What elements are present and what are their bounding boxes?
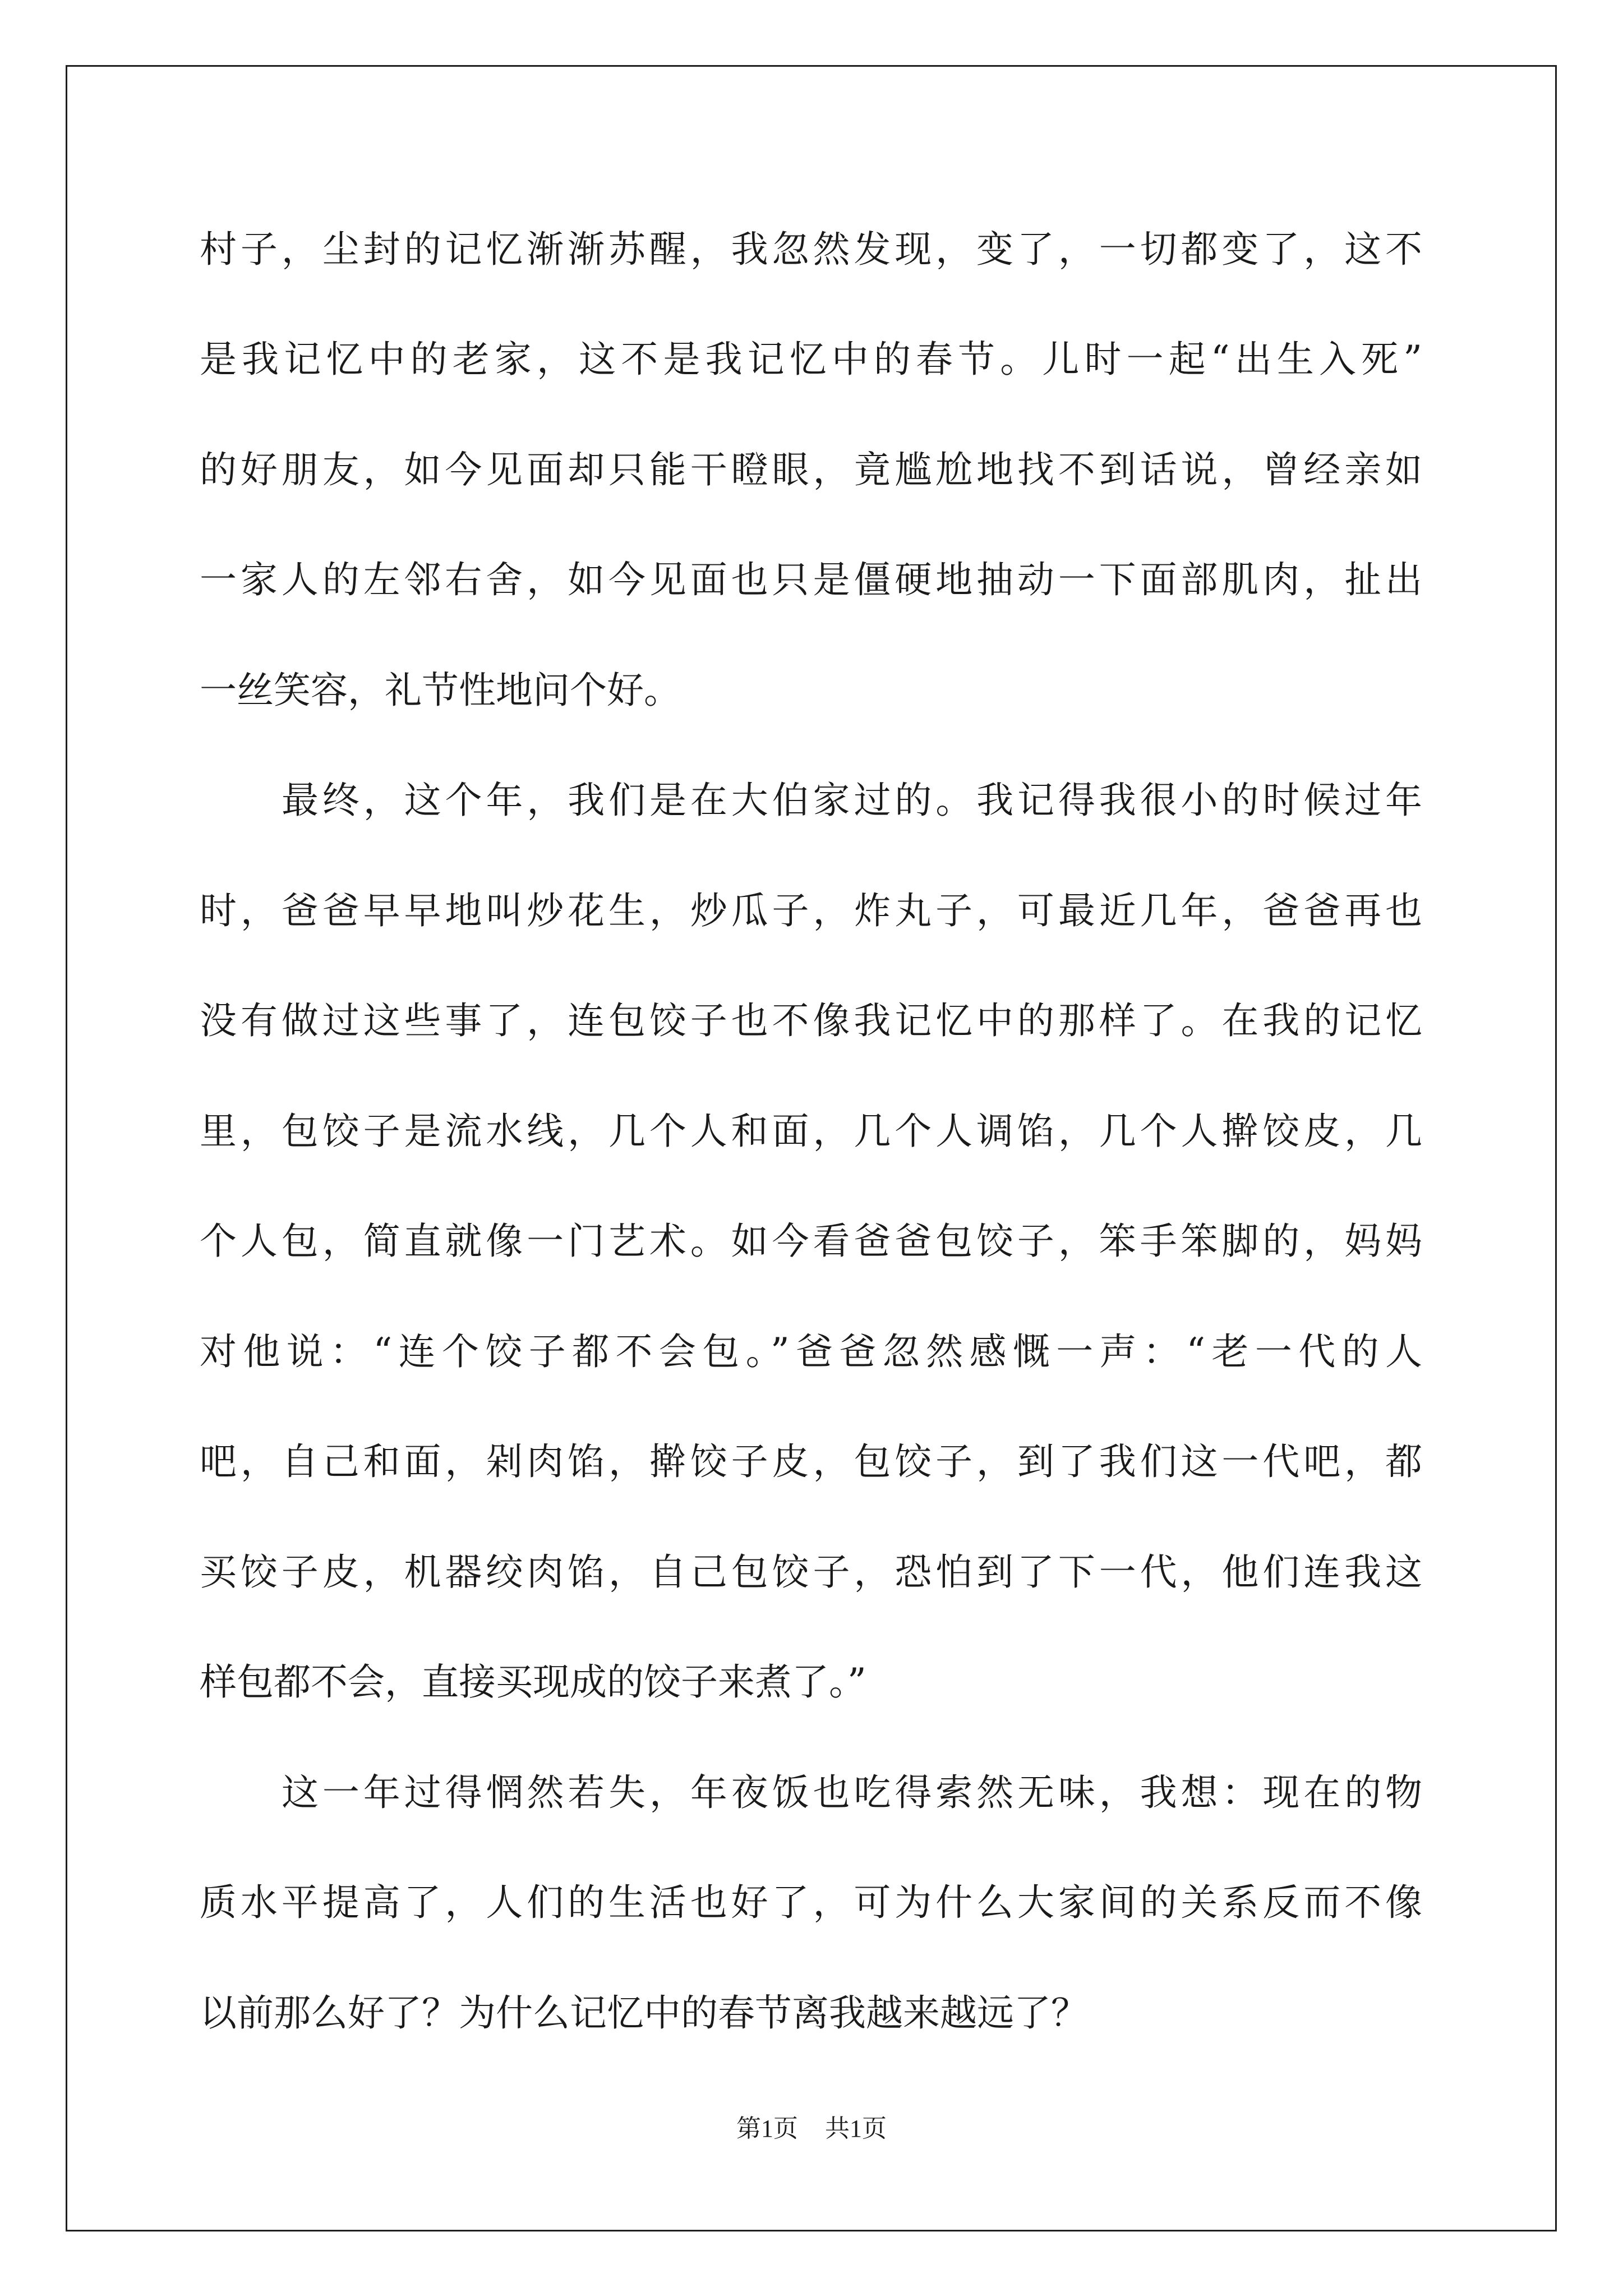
paragraph-3-line-1: 这一年过得惘然若失，年夜饭也吃得索然无味，我想：现在的物	[282, 1771, 1422, 1814]
paragraph-3-line-2: 质水平提高了，人们的生活也好了，可为什么大家间的关系反而不像	[200, 1881, 1422, 1924]
paragraph-2-line-2: 时，爸爸早早地叫炒花生，炒瓜子，炸丸子，可最近几年，爸爸再也	[200, 889, 1422, 932]
paragraph-1-line-2: 是我记忆中的老家，这不是我记忆中的春节。儿时一起“出生入死”	[200, 338, 1422, 381]
paragraph-2-line-3: 没有做过这些事了，连包饺子也不像我记忆中的那样了。在我的记忆	[200, 999, 1422, 1042]
paragraph-1-line-4: 一家人的左邻右舍，如今见面也只是僵硬地抽动一下面部肌肉，扯出	[200, 558, 1422, 601]
paragraph-2-line-8: 买饺子皮，机器绞肉馅，自己包饺子，恐怕到了下一代，他们连我这	[200, 1550, 1422, 1594]
paragraph-2-line-6: 对他说：“连个饺子都不会包。”爸爸忽然感慨一声：“老一代的人	[200, 1330, 1422, 1373]
paragraph-1-line-1: 村子，尘封的记忆渐渐苏醒，我忽然发现，变了，一切都变了，这不	[200, 228, 1422, 271]
paragraph-2-line-7: 吧，自己和面，剁肉馅，擀饺子皮，包饺子，到了我们这一代吧，都	[200, 1440, 1422, 1483]
page-number: 第1页	[736, 2115, 798, 2142]
paragraph-1-line-5: 一丝笑容，礼节性地问个好。	[200, 669, 681, 712]
paragraph-2-line-9: 样包都不会，直接买现成的饺子来煮了。”	[200, 1660, 866, 1704]
paragraph-2-line-1: 最终，这个年，我们是在大伯家过的。我记得我很小的时候过年	[282, 779, 1422, 822]
page-total: 共1页	[825, 2115, 887, 2142]
paragraph-2-line-4: 里，包饺子是流水线，几个人和面，几个人调馅，几个人擀饺皮，几	[200, 1110, 1422, 1153]
paragraph-3-line-3: 以前那么好了？为什么记忆中的春节离我越来越远了？	[200, 1991, 1088, 2035]
paragraph-2-line-5: 个人包，简直就像一门艺术。如今看爸爸包饺子，笨手笨脚的，妈妈	[200, 1220, 1422, 1263]
page-footer	[0, 2112, 1623, 2146]
paragraph-1-line-3: 的好朋友，如今见面却只能干瞪眼，竟尴尬地找不到话说，曾经亲如	[200, 448, 1422, 491]
